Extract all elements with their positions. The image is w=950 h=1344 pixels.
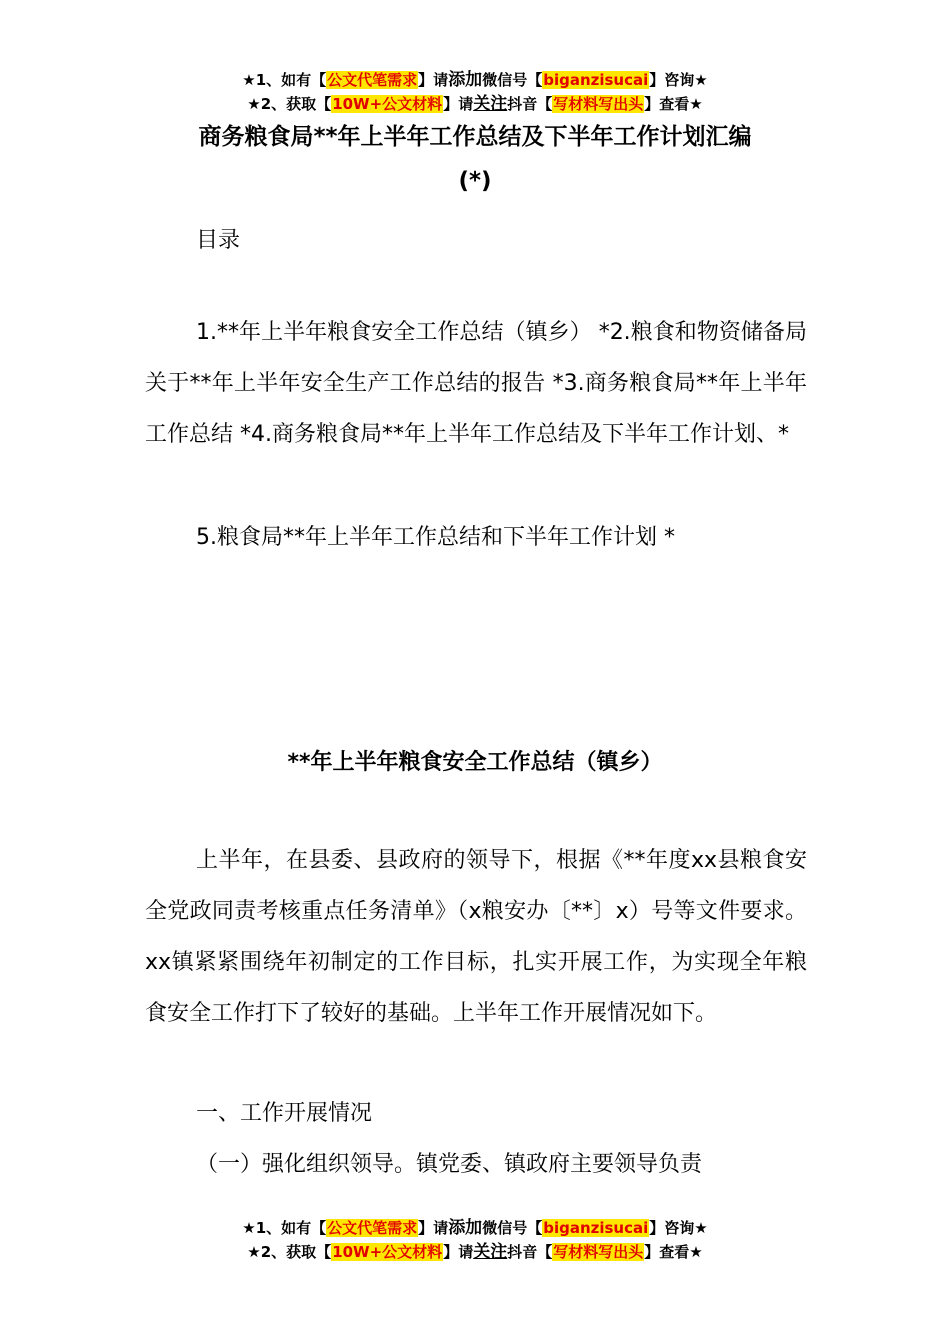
banner-highlight: biganzisucai (543, 71, 649, 89)
document-title: 商务粮食局**年上半年工作总结及下半年工作计划汇编 (198, 124, 752, 150)
banner-text: ★1、如有【 (242, 1219, 327, 1237)
banner-text: 】请 (418, 71, 449, 89)
banner-emphasis: 添加 (448, 1218, 483, 1238)
banner-text: 微信号【 (482, 1219, 543, 1237)
footer-banner (0, 1216, 950, 1264)
header-banner (0, 68, 950, 116)
banner-highlight: 公文代笔需求 (327, 71, 418, 89)
banner-line-2 (0, 92, 950, 116)
banner-text: ★2、获取【 (247, 1243, 332, 1261)
intro-paragraph: 上半年，在县委、县政府的领导下，根据《**年度xx县粮食安全党政同责考核重点任务清单》（x粮安办〔**〕x）号等文件要求。xx镇紧紧围绕年初制定的工作目标，扎实开展工作，为实现全年粮食安全工作打下了较好的基础。上半年工作开展情况如下。 (145, 848, 807, 1026)
banner-text: 】查看★ (644, 95, 703, 113)
banner-text: 】查看★ (644, 1243, 703, 1261)
banner-text: ★2、获取【 (247, 95, 332, 113)
toc-label: 目录 (196, 228, 241, 253)
banner-highlight: 公文代笔需求 (327, 1219, 418, 1237)
banner-text: 】咨询★ (649, 1219, 708, 1237)
toc-item-5: 5.粮食局**年上半年工作总结和下半年工作计划 * (196, 525, 675, 550)
banner-text: 抖音【 (507, 95, 553, 113)
banner-text: 抖音【 (507, 1243, 553, 1261)
banner-text: 】请 (418, 1219, 449, 1237)
banner-highlight: 写材料写出头 (553, 1243, 644, 1261)
banner-text: 】请 (443, 1243, 474, 1261)
section-title: **年上半年粮食安全工作总结（镇乡） (287, 750, 663, 775)
banner-emphasis: 添加 (448, 70, 483, 90)
banner-emphasis: 关注 (473, 1242, 508, 1262)
banner-text: 】请 (443, 95, 474, 113)
banner-highlight: 10W+公文材料 (332, 1243, 443, 1261)
banner-text: ★1、如有【 (242, 71, 327, 89)
banner-line-1 (0, 1216, 950, 1240)
paragraph-organization: （一）强化组织领导。镇党委、镇政府主要领导负责 (196, 1152, 703, 1177)
toc-items: 1.**年上半年粮食安全工作总结（镇乡） *2.粮食和物资储备局关于**年上半年安全生产工作总结的报告 *3.商务粮食局**年上半年工作总结 *4.商务粮食局**年上半年工作总结及下半年工作计划、* (145, 320, 807, 447)
banner-line-1 (0, 68, 950, 92)
banner-line-2 (0, 1240, 950, 1264)
document-title-suffix: (*) (458, 168, 492, 194)
banner-highlight: biganzisucai (543, 1219, 649, 1237)
heading-work-progress: 一、工作开展情况 (196, 1101, 373, 1126)
banner-highlight: 10W+公文材料 (332, 95, 443, 113)
banner-text: 微信号【 (482, 71, 543, 89)
banner-emphasis: 关注 (473, 94, 508, 114)
banner-text: 】咨询★ (649, 71, 708, 89)
banner-highlight: 写材料写出头 (553, 95, 644, 113)
